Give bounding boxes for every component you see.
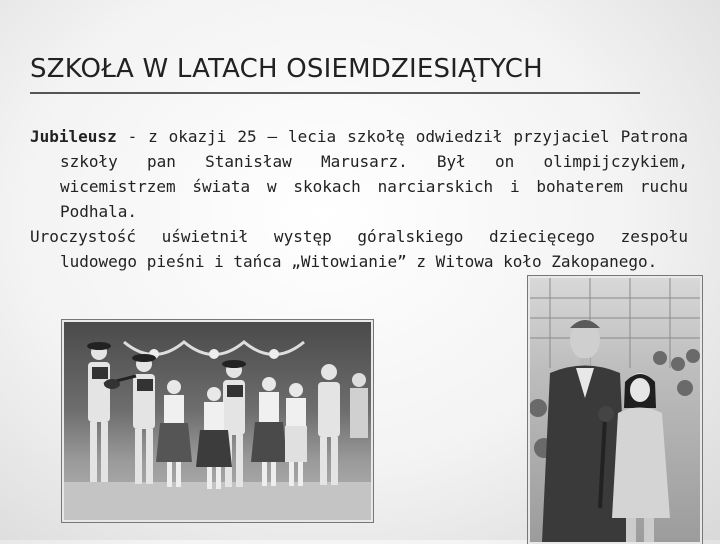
guest-with-girl-photo (528, 276, 702, 544)
paragraph-text: - z okazji 25 – lecia szkołę odwiedził przyjaciel Patrona szkoły pan Stanisław Marusarz. Był on olimpijczykiem, wicemistrzem świata w skokach narciarskich i bohaterem ruchu Podhala. (60, 127, 688, 221)
paragraph-text: Uroczystość uświetnił występ góralskiego dziecięcego zespołu ludowego pieśni i tańca „Witowianie” z Witowa koło Zakopanego. (30, 227, 688, 271)
paragraph-jubilee (30, 124, 688, 224)
title-underline (30, 92, 640, 94)
folk-dance-ensemble-photo (62, 320, 373, 522)
guest-photo-image (530, 278, 700, 542)
slide-title: SZKOŁA W LATACH OSIEMDZIESIĄTYCH (30, 54, 543, 84)
paragraph-performance (30, 224, 688, 274)
slide-body (30, 124, 688, 274)
paragraph-lead: Jubileusz (30, 127, 117, 146)
ensemble-photo-image (64, 322, 371, 520)
